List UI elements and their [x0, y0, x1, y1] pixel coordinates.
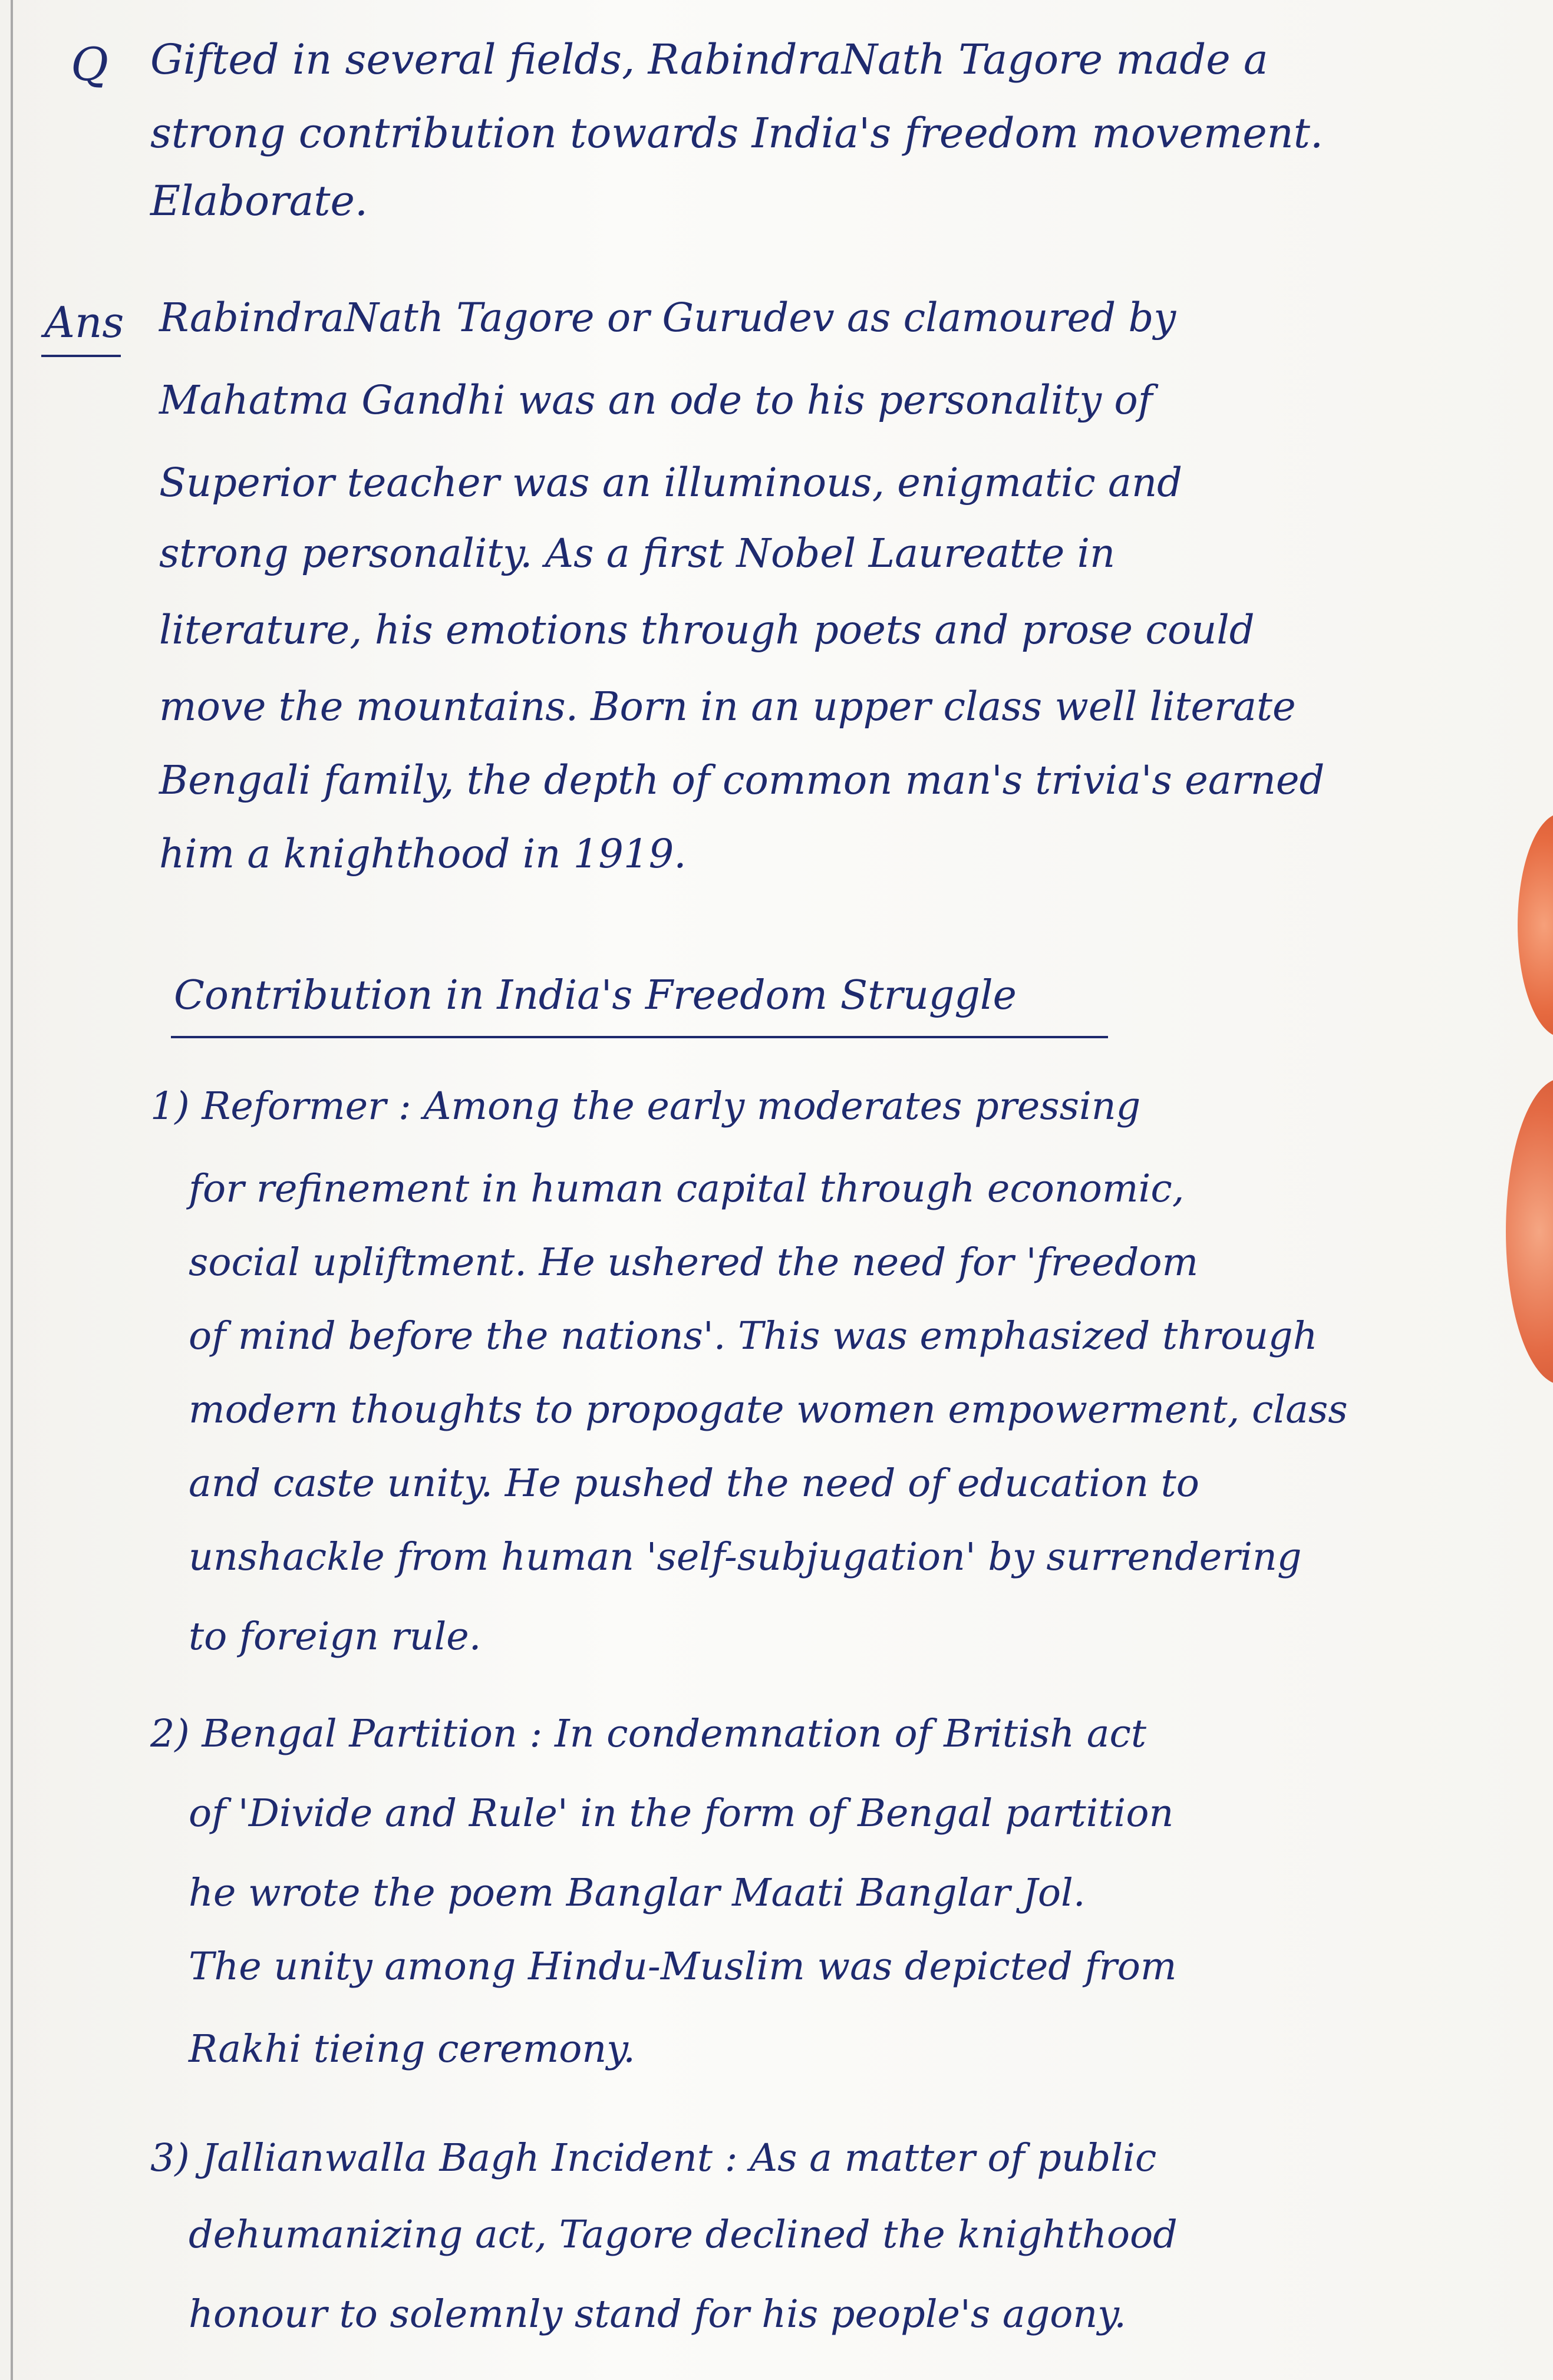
point-1-line-2: for refinement in human capital through economic, [189, 1167, 1185, 1211]
answer-intro-line-3: Superior teacher was an illuminous, enigmatic and [159, 460, 1183, 506]
point-1-line-8: to foreign rule. [189, 1615, 482, 1659]
point-3-line-3: honour to solemnly stand for his people's agony. [189, 2292, 1126, 2336]
point-1-line-5: modern thoughts to propogate women empowerment, class [189, 1388, 1348, 1432]
point-3-line-2: dehumanizing act, Tagore declined the knighthood [189, 2213, 1178, 2257]
answer-label: Ans [44, 298, 124, 347]
point-2-line-2: of 'Divide and Rule' in the form of Bengal partition [189, 1791, 1174, 1836]
answer-intro-line-4: strong personality. As a first Nobel Laureatte in [159, 530, 1116, 576]
point-2-line-3: he wrote the poem Banglar Maati Banglar Jol. [189, 1871, 1086, 1915]
question-marker: Q [71, 38, 108, 91]
point-2-line-4: The unity among Hindu-Muslim was depicted from [189, 1945, 1177, 1989]
point-2-line-1: 2) Bengal Partition : In condemnation of British act [150, 1712, 1146, 1756]
point-3-line-1: 3) Jallianwalla Bagh Incident : As a matter of public [150, 2136, 1157, 2180]
point-1-line-7: unshackle from human 'self-subjugation' by surrendering [189, 1535, 1302, 1579]
answer-intro-line-7: Bengali family, the depth of common man's trivia's earned [159, 757, 1325, 803]
answer-intro-line-5: literature, his emotions through poets and prose could [159, 607, 1255, 653]
point-2-line-5: Rakhi tieing ceremony. [189, 2027, 635, 2071]
point-1-line-6: and caste unity. He pushed the need of education to [189, 1461, 1199, 1506]
margin-line [11, 0, 13, 2380]
answer-label-underline [41, 355, 121, 357]
finger-bottom [1506, 1078, 1553, 1385]
point-1-line-3: social upliftment. He ushered the need for 'freedom [189, 1240, 1199, 1285]
answer-intro-line-8: him a knighthood in 1919. [159, 831, 687, 877]
section-heading: Contribution in India's Freedom Struggle [174, 972, 1017, 1019]
point-1-line-1: 1) Reformer : Among the early moderates pressing [150, 1084, 1141, 1128]
section-heading-underline [171, 1036, 1108, 1038]
answer-intro-line-6: move the mountains. Born in an upper class well literate [159, 684, 1296, 729]
answer-intro-line-1: RabindraNath Tagore or Gurudev as clamoured by [159, 295, 1176, 341]
answer-intro-line-2: Mahatma Gandhi was an ode to his personality of [159, 377, 1153, 423]
question-line-3: Elaborate. [150, 177, 368, 225]
finger-top [1518, 813, 1553, 1037]
point-1-line-4: of mind before the nations'. This was emphasized through [189, 1314, 1318, 1358]
question-line-1: Gifted in several fields, RabindraNath Tagore made a [150, 35, 1268, 84]
question-line-2: strong contribution towards India's freedom movement. [150, 109, 1324, 157]
